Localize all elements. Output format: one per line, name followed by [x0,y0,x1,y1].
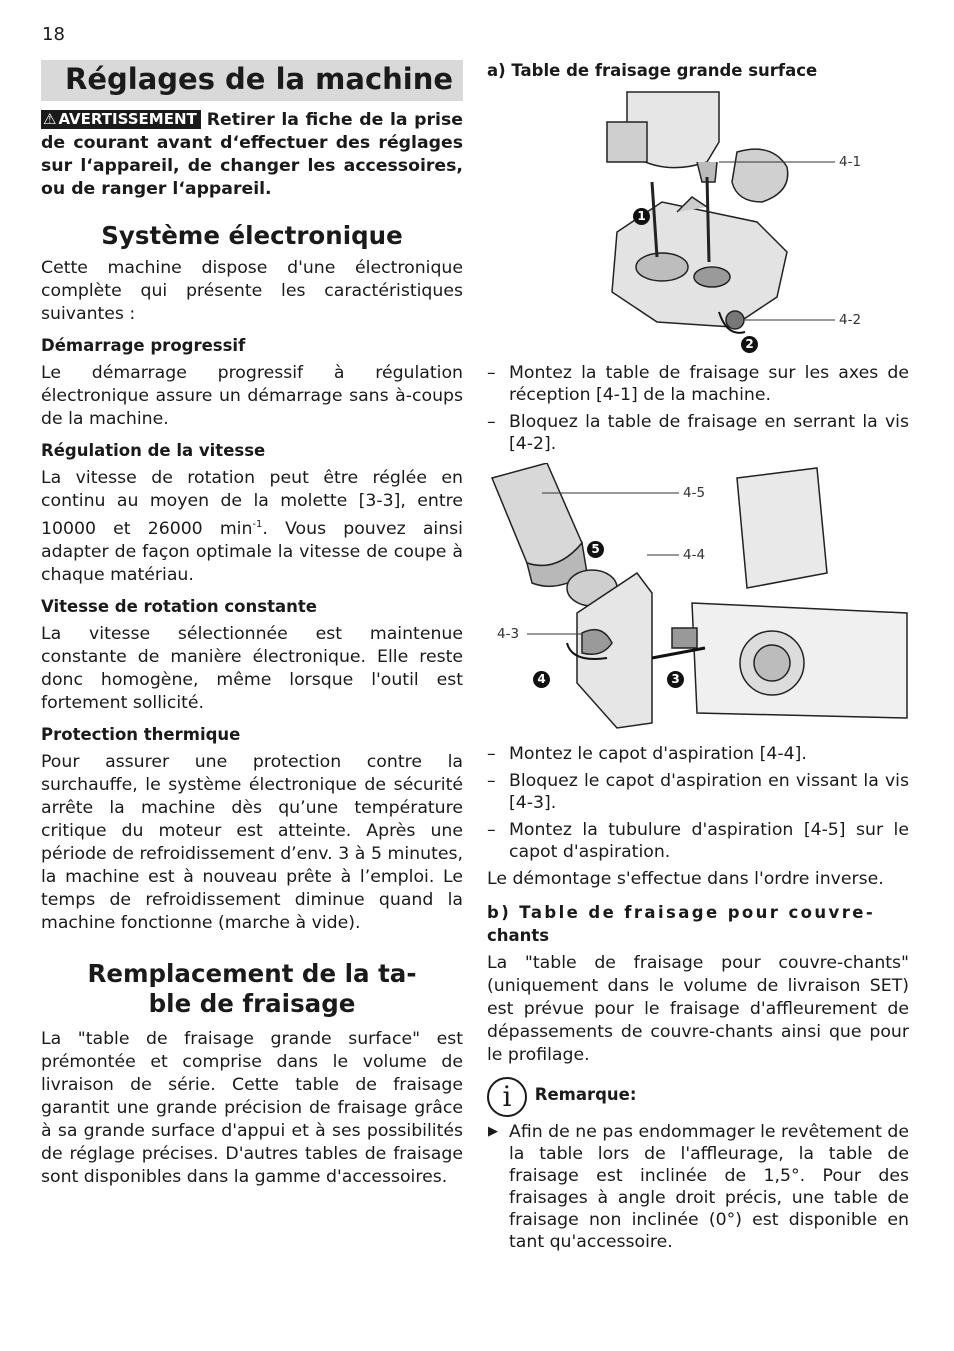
step-item [487,770,909,814]
note-bullet-item [487,1121,909,1253]
section-b-heading [487,901,909,947]
replacement-heading [41,959,463,1019]
electronics-intro: Cette machine dispose d'une électronique complète qui présente les caractéristiques suivantes : [41,258,463,324]
info-icon: i [487,1077,527,1117]
speed-unit-sup: -1 [252,519,263,530]
step-number-5: 5 [587,541,604,558]
step-item [487,743,909,765]
step-text: Bloquez le capot d'aspiration en vissant la vis [4-3]. [509,771,909,813]
soft-start-text: Le démarrage progressif à régulation électronique assure un démarrage sans à-coups de la machine. [41,363,463,429]
dash: – [487,820,496,840]
dash: – [487,744,496,764]
section-a-heading: a) Table de fraisage grande surface [487,61,818,80]
section-b-text: La "table de fraisage pour couvre-chants" (uniquement dans le volume de livraison SET) est prévue pour le fraisage d'affleurement de dépassements de couvre-chants ainsi que pour le profilage. [487,953,909,1065]
step-text: Montez la table de fraisage sur les axes de réception [4-1] de la machine. [509,363,909,405]
speed-control-text [41,467,463,587]
warning-block [41,109,463,201]
step-number-1: 1 [633,208,650,225]
step-number-2: 2 [741,336,758,353]
step-number-3: 3 [667,671,684,688]
constant-speed-heading: Vitesse de rotation constante [41,596,317,616]
callout-4-4: 4-4 [683,547,706,563]
callout-4-1: 4-1 [839,154,862,170]
page-number: 18 [42,24,65,45]
warning-triangle-icon: ⚠ [43,110,57,128]
warning-text: Retirer la fiche de la prise de courant avant d‘effectuer des réglages sur l‘appareil, de changer les accessoires, ou de ranger l‘appareil. [41,110,463,199]
figure-router-table [487,82,909,351]
note-heading: Remarque: [534,1085,637,1104]
page-title: Réglages de la machine [41,60,463,101]
warning-badge [41,110,201,129]
soft-start-heading: Démarrage progressif [41,336,246,355]
removal-text: Le démontage s'effectue dans l'ordre inverse. [487,869,884,889]
section-b-heading-line1: b) Table de fraisage pour couvre- [487,903,876,922]
callout-4-3: 4-3 [497,626,520,642]
steps-list-1 [487,362,909,455]
right-column [487,60,909,1253]
thermal-heading: Protection thermique [41,724,241,744]
step-item [487,819,909,863]
constant-speed-text: La vitesse sélectionnée est maintenue constante de manière électronique. Elle reste donc homogène, même lorsque l'outil est fortement sollicité. [41,623,463,713]
note-text: Afin de ne pas endommager le revêtement de la table lors de l'affleurage, la table de fraisage est inclinée de 1,5°. Pour des fraisages à angle droit précis, une table de fraisage non inclinée (0°) est disponible en tant qu'accessoire. [509,1122,909,1252]
figure-dust-hood [487,463,909,733]
speed-control-heading: Régulation de la vitesse [41,441,266,460]
step-text: Bloquez la table de fraisage en serrant la vis [4-2]. [509,412,909,454]
steps-list-2 [487,743,909,863]
warning-badge-label: AVERTISSEMENT [58,110,197,128]
thermal-text: Pour assurer une protection contre la surchauffe, le système électronique de sécurité arrête la machine dès qu’une température critique du moteur est atteinte. Après une période de refroidissement d’env. 3 à 5 minutes, la machine est à nouveau prête à l’emploi. Le temps de refroidissement diminue quand la machine fonctionne (marche à vide). [41,751,463,933]
router-table-illustration [487,82,909,344]
step-text: Montez le capot d'aspiration [4-4]. [509,744,807,764]
left-column [41,60,463,1189]
dash: – [487,771,496,791]
section-b-heading-line2: chants [487,926,550,945]
replacement-heading-line2: ble de fraisage [148,988,356,1018]
speed-text-part1: La vitesse de rotation peut être réglée en continu au moyen de la molette [3-3], entre 10000 et 26000 min [41,468,463,539]
dust-hood-illustration [487,463,909,733]
electronics-heading: Système électronique [101,221,403,250]
replacement-text: La "table de fraisage grande surface" est prémontée et comprise dans le volume de livraison de série. Cette table de fraisage garantit une grande précision de fraisage grâce à sa grande surface d'appui et à ses possibilités de réglage précises. D'autres tables de fraisage sont disponibles dans la gamme d'accessoires. [41,1028,463,1187]
replacement-heading-line1: Remplacement de la ta- [87,958,417,988]
dash: – [487,412,496,432]
step-text: Montez la tubulure d'aspiration [4-5] sur le capot d'aspiration. [509,820,909,862]
speed-text-part2: . Vous pouvez ainsi adapter de façon optimale la vitesse de coupe à chaque matériau. [41,518,463,585]
step-item [487,362,909,406]
note-heading-row [487,1077,909,1117]
triangle-bullet-icon: ▶ [488,1124,498,1139]
step-item [487,411,909,455]
callout-4-2: 4-2 [839,312,862,328]
dash: – [487,363,496,383]
step-number-4: 4 [533,671,550,688]
callout-4-5: 4-5 [683,485,706,501]
